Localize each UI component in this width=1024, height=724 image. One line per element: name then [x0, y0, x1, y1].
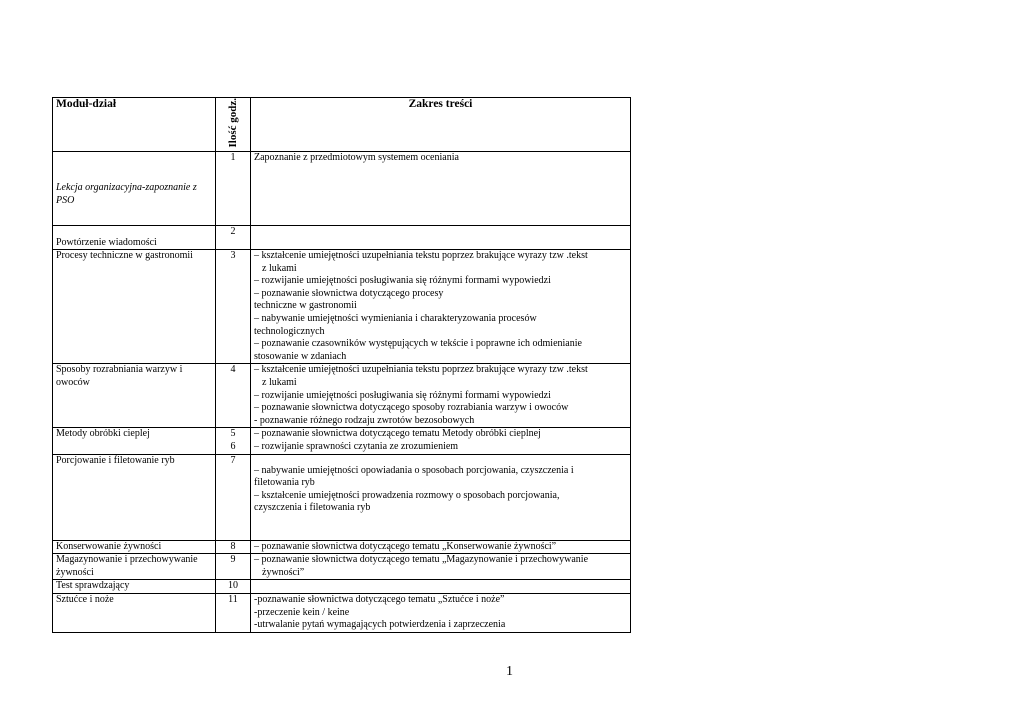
table-row — [53, 454, 631, 540]
content-line: – kształcenie umiejętności uzupełniania tekstu poprzez brakujące wyrazy tzw .tekst — [254, 250, 588, 262]
hours-cell — [216, 580, 251, 594]
hours-value: 6 — [230, 441, 236, 452]
content-line: - poznawanie różnego rodzaju zwrotów bezosobowych — [254, 414, 475, 426]
hours-cell — [216, 428, 251, 454]
page-number: 1 — [506, 664, 513, 679]
content-line: filetowania ryb — [254, 477, 315, 489]
hours-value: 3 — [230, 250, 236, 262]
content-cell — [251, 540, 631, 554]
content-cell — [251, 593, 631, 632]
content-line: – poznawanie słownictwa dotyczącego tematu „Konserwowanie żywności” — [254, 540, 557, 552]
content-cell — [251, 554, 631, 580]
table-row — [53, 250, 631, 364]
content-line: z lukami — [262, 262, 297, 274]
hours-cell — [216, 250, 251, 364]
hours-cell — [216, 554, 251, 580]
table-row — [53, 593, 631, 632]
module-cell: Test sprawdzający — [53, 580, 216, 594]
content-cell — [251, 428, 631, 454]
module-cell: Procesy techniczne w gastronomii — [53, 250, 216, 364]
content-line: techniczne w gastronomii — [254, 300, 357, 312]
hours-cell — [216, 593, 251, 632]
content-cell — [251, 454, 631, 540]
hours-value: 1 — [230, 152, 236, 164]
header-hours-label: Ilość godz. — [226, 98, 239, 148]
hours-value: 11 — [228, 593, 238, 605]
content-cell — [251, 226, 631, 250]
content-cell — [251, 152, 631, 226]
hours-cell — [216, 152, 251, 226]
content-line: – rozwijanie umiejętności posługiwania się różnymi formami wypowiedzi — [254, 275, 551, 287]
content-line: technologicznych — [254, 325, 325, 337]
module-cell: Powtórzenie wiadomości — [53, 226, 216, 250]
module-cell: Sztućce i noże — [53, 593, 216, 632]
content-line: -utrwalanie pytań wymagających potwierdzenia i zaprzeczenia — [254, 619, 506, 631]
hours-cell — [216, 454, 251, 540]
header-content: Zakres treści — [251, 98, 631, 152]
hours-cell — [216, 540, 251, 554]
content-line: Zapoznanie z przedmiotowym systemem oceniania — [254, 152, 459, 164]
header-module: Moduł-dział — [53, 98, 216, 152]
module-cell: Sposoby rozrabniania warzyw i owoców — [53, 364, 216, 428]
curriculum-table — [52, 97, 631, 633]
table-row — [53, 428, 631, 454]
table-body — [53, 152, 631, 633]
module-cell: Metody obróbki cieplej — [53, 428, 216, 454]
content-cell — [251, 250, 631, 364]
table-row — [53, 152, 631, 226]
hours-cell — [216, 226, 251, 250]
table-row — [53, 540, 631, 554]
hours-value: 4 — [230, 364, 236, 376]
hours-value: 7 — [230, 454, 236, 466]
module-cell: Konserwowanie żywności — [53, 540, 216, 554]
content-line: czyszczenia i filetowania ryb — [254, 502, 371, 514]
content-cell — [251, 364, 631, 428]
content-line: – nabywanie umiejętności wymieniania i charakteryzowania procesów — [254, 313, 537, 325]
table-row — [53, 554, 631, 580]
table-row — [53, 226, 631, 250]
content-line: – poznawanie słownictwa dotyczącego procesy — [254, 287, 444, 299]
table-row — [53, 364, 631, 428]
content-line: -przeczenie kein / keine — [254, 606, 350, 618]
hours-value: 8 — [230, 540, 236, 552]
hours-value: 9 — [230, 554, 236, 566]
module-cell: Porcjowanie i filetowanie ryb — [53, 454, 216, 540]
content-line: z lukami — [262, 377, 297, 389]
content-line: – poznawanie słownictwa dotyczącego tematu „Magazynowanie i przechowywanie — [254, 554, 589, 566]
hours-cell — [216, 364, 251, 428]
content-line: -poznawanie słownictwa dotyczącego tematu „Sztućce i noże” — [254, 593, 505, 605]
content-line: – kształcenie umiejętności uzupełniania tekstu poprzez brakujące wyrazy tzw .tekst — [254, 364, 588, 376]
content-line: – poznawanie słownictwa dotyczącego sposoby rozrabiania warzyw i owoców — [254, 402, 569, 414]
content-line: – nabywanie umiejętności opowiadania o sposobach porcjowania, czyszczenia i — [254, 464, 574, 476]
content-line: – rozwijanie umiejętności posługiwania się różnymi formami wypowiedzi — [254, 389, 551, 401]
hours-value: 2 — [230, 226, 236, 238]
content-line: – rozwijanie sprawności czytania ze zrozumieniem — [254, 441, 459, 452]
table-row — [53, 580, 631, 594]
content-line: żywności” — [262, 566, 305, 578]
module-cell: Lekcja organizacyjna-zapoznanie z PSO — [53, 152, 216, 226]
hours-value: 10 — [228, 580, 238, 592]
content-line: – poznawanie czasowników występujących w tekście i poprawne ich odmienianie — [254, 338, 582, 350]
header-hours — [216, 98, 251, 152]
hours-value: 5 — [230, 428, 236, 440]
content-line: stosowanie w zdaniach — [254, 350, 347, 362]
table-header-row — [53, 98, 631, 152]
content-cell — [251, 580, 631, 594]
content-line: – kształcenie umiejętności prowadzenia rozmowy o sposobach porcjowania, — [254, 489, 560, 501]
content-line: – poznawanie słownictwa dotyczącego tematu Metody obróbki cieplnej — [254, 428, 541, 440]
module-cell: Magazynowanie i przechowywanie żywności — [53, 554, 216, 580]
